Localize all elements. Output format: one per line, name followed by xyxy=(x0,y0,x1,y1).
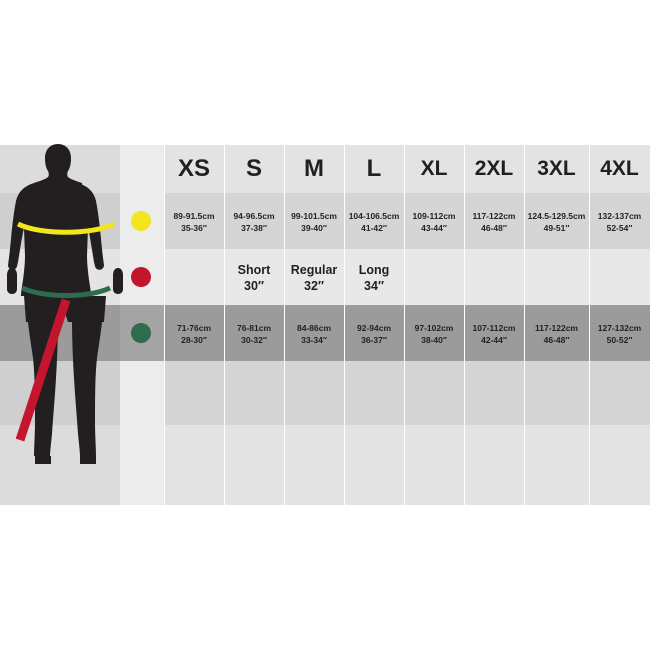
cell-line-2: 52-54″ xyxy=(606,222,633,233)
cell-line-1: 104-106.5cm xyxy=(348,211,400,221)
cell-waist-4xl xyxy=(589,323,650,346)
cell-line-2: 33-34″ xyxy=(301,334,327,345)
cell-line-1: 127-132cm xyxy=(597,323,642,333)
cell-line-1: 109-112cm xyxy=(412,211,456,221)
cell-line-1: 92-94cm xyxy=(356,323,392,333)
cell-line-1: 94-96.5cm xyxy=(233,211,275,221)
male-body-silhouette xyxy=(0,140,130,470)
column-header-m: M xyxy=(304,155,324,182)
cell-line-1: Short xyxy=(237,263,271,277)
cell-waist-2xl xyxy=(464,323,524,346)
cell-line-2: 43-44″ xyxy=(421,222,447,233)
cell-line-2: 32″ xyxy=(304,279,324,293)
cell-line-1: 97-102cm xyxy=(414,323,454,333)
cell-line-2: 36-37″ xyxy=(361,334,387,345)
cell-chest-s xyxy=(224,211,284,234)
cell-chest-2xl xyxy=(464,211,524,234)
cell-line-2: 39-40″ xyxy=(301,222,327,233)
cell-chest-l xyxy=(344,211,404,234)
leg-length-marker-dot xyxy=(131,267,151,287)
column-header-xs: XS xyxy=(177,155,210,182)
cell-waist-l xyxy=(344,323,404,346)
cell-line-1: 107-112cm xyxy=(472,323,516,333)
cell-line-1: 76-81cm xyxy=(236,323,272,333)
cell-line-1: 132-137cm xyxy=(597,211,642,221)
cell-line-2: 35-36″ xyxy=(181,222,207,233)
column-header-4xl: 4XL xyxy=(600,157,639,180)
cell-waist-3xl xyxy=(524,323,589,346)
cell-line-1: 117-122cm xyxy=(534,323,578,333)
cell-line-2: 37-38″ xyxy=(241,222,267,233)
chest-marker-dot xyxy=(131,211,151,231)
column-header-s: S xyxy=(245,155,262,182)
cell-line-1: 117-122cm xyxy=(472,211,516,221)
cell-leg-s xyxy=(224,262,284,294)
cell-leg-m xyxy=(284,262,344,294)
cell-line-1: 84-86cm xyxy=(296,323,332,333)
cell-line-1: 71-76cm xyxy=(176,323,212,333)
cell-line-2: 46-48″ xyxy=(543,334,570,345)
figure-zone xyxy=(0,145,120,505)
cell-chest-xs xyxy=(164,211,224,234)
cell-line-2: 30-32″ xyxy=(241,334,267,345)
column-header-2xl: 2XL xyxy=(474,157,514,180)
cell-line-2: 34″ xyxy=(364,279,384,293)
cell-chest-xl xyxy=(404,211,464,234)
cell-waist-xl xyxy=(404,323,464,346)
cell-line-2: 46-48″ xyxy=(481,222,507,233)
cell-chest-4xl xyxy=(589,211,650,234)
cell-line-2: 49-51″ xyxy=(543,222,570,233)
cell-line-2: 41-42″ xyxy=(361,222,387,233)
cell-line-2: 28-30″ xyxy=(181,334,207,345)
cell-line-1: 99-101.5cm xyxy=(291,211,337,221)
cell-line-2: 42-44″ xyxy=(481,334,507,345)
cell-chest-3xl xyxy=(524,211,589,234)
cell-line-2: 50-52″ xyxy=(606,334,633,345)
cell-chest-m xyxy=(284,211,344,234)
cell-line-1: 124.5-129.5cm xyxy=(527,211,586,221)
cell-line-1: 89-91.5cm xyxy=(173,211,215,221)
cell-line-1: Long xyxy=(358,263,390,277)
cell-line-2: 38-40″ xyxy=(421,334,447,345)
cell-leg-l xyxy=(344,262,404,294)
cell-waist-xs xyxy=(164,323,224,346)
column-header-xl: XL xyxy=(420,157,448,180)
column-header-3xl: 3XL xyxy=(537,157,576,180)
column-header-l: L xyxy=(366,155,382,182)
cell-line-1: Regular xyxy=(290,263,338,277)
cell-waist-m xyxy=(284,323,344,346)
cell-waist-s xyxy=(224,323,284,346)
cell-line-2: 30″ xyxy=(244,279,264,293)
size-chart xyxy=(0,145,650,505)
waist-marker-dot xyxy=(131,323,151,343)
